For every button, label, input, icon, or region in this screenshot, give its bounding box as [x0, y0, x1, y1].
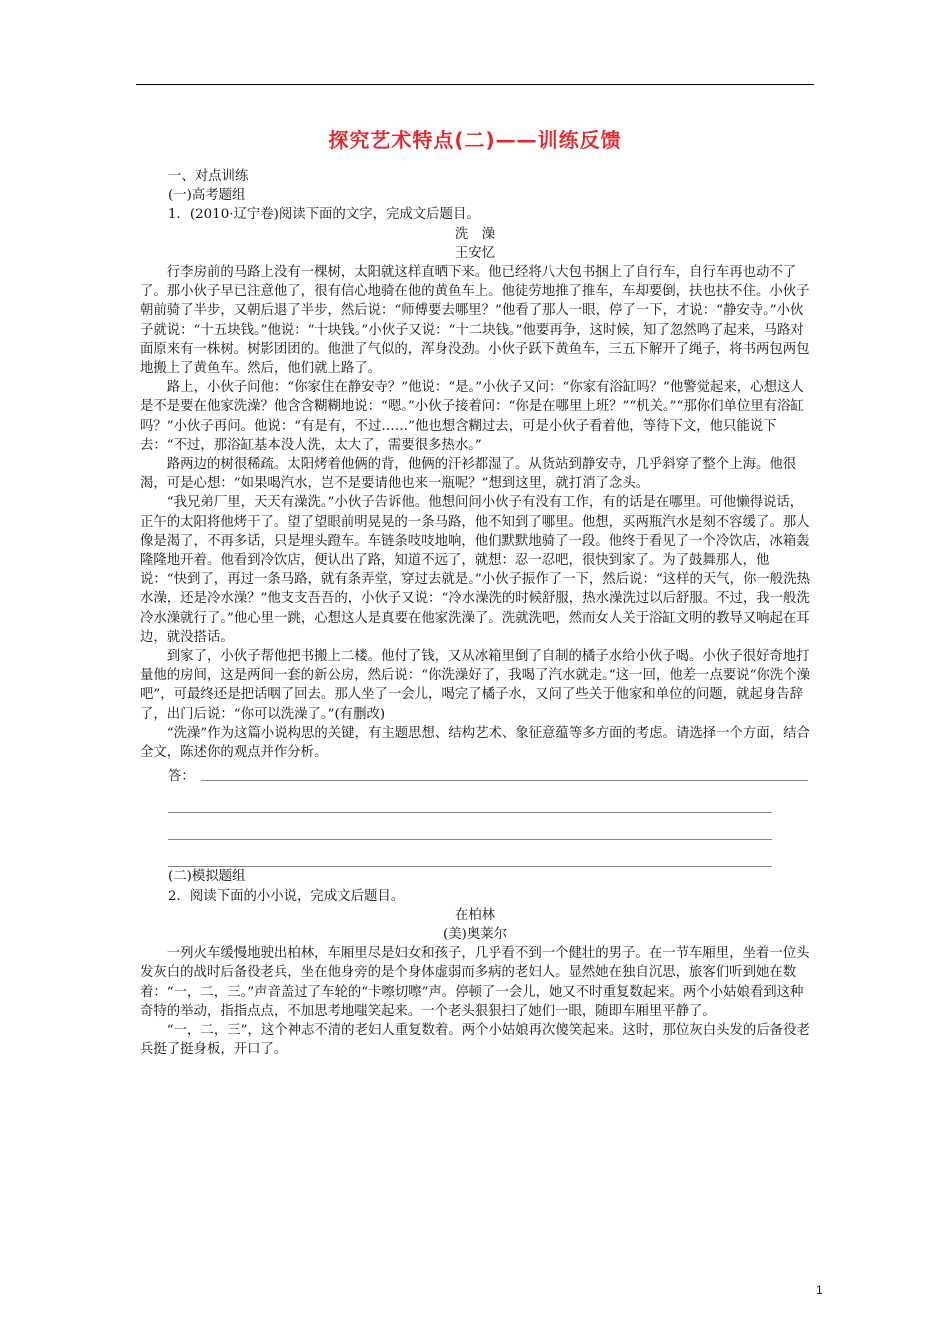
subsection-heading: (二)模拟题组 [168, 869, 246, 885]
paragraph: 行李房前的马路上没有一棵树，太阳就这样直晒下来。他已经将八大包书捆上了自行车，自行车再也动不了了。那小伙子早已注意他了，很有信心地骑在他的黄鱼车上。他徒劳地推了推车，车却要倒，扶也扶不住。小伙子朝前骑了半步，又朝后退了半步，然后说：“师傅要去哪里？”他看了那人一眼，停了一下，才说：“静安寺。”小伙子就说：“十五块钱。”他说：“十块钱。”小伙子又说：“十二块钱。”他要再争，这时候，知了忽然鸣了起来，马路对面原来有一株树。树影团团的。他泄了气似的，浑身没劲。小伙子跃下黄鱼车，三五下解开了绳子，将书两包两包地搬上了黄鱼车。然后，他们就上路了。 [140, 265, 810, 377]
header-rule [136, 84, 814, 85]
answer-line[interactable] [168, 813, 772, 840]
question-prompt: “洗澡”作为这篇小说构思的关键，有主题思想、结构艺术、象征意蕴等多方面的考虑。请选择一个方面，结合全文，陈述你的观点并作分析。 [140, 725, 810, 761]
answer-field[interactable] [168, 762, 810, 786]
story-title: 洗 澡 [454, 226, 496, 242]
subsection-heading: (一)高考题组 [168, 188, 246, 204]
answer-line[interactable] [201, 780, 808, 781]
answer-label: 答： [168, 769, 195, 785]
paragraph: “我兄弟厂里，天天有澡洗。”小伙子告诉他。他想问问小伙子有没有工作，有的话是在哪里。可他懒得说话，正午的太阳将他烤干了。望了望眼前明晃晃的一条马路，他不知到了哪里。他想，买两瓶汽水是刻不容缓了。那人像是渴了，不再多话，只是埋头蹬车。车链条吱吱地响，他们默默地骑了一段。他终于看见了一个冷饮店，冰箱轰隆隆地开着。他看到冷饮店，便认出了路，知道不远了，就想：忍一忍吧，很快到家了。为了鼓舞那人，他说：“快到了，再过一条马路，就有条弄堂，穿过去就是。”小伙子振作了一下，然后说：“这样的天气，你一般洗热水澡，还是冷水澡？”他支支吾吾的，小伙子又说：“冷水澡洗的时候舒服，热水澡洗过以后舒服。不过，我一般洗冷水澡就行了。”他心里一跳，心想这人是真要在他家洗澡了。洗就洗吧，然而女人关于浴缸文明的教导又响起在耳边，就没搭话。 [140, 495, 810, 645]
paragraph: “一，二，三”，这个神志不清的老妇人重复数着。两个小姑娘再次傻笑起来。这时，那位灰白头发的后备役老兵挺了挺身板，开口了。 [140, 1022, 810, 1058]
document-body [140, 167, 810, 1059]
story-title: 在柏林 [454, 907, 496, 923]
answer-line[interactable] [168, 786, 772, 813]
section-heading: 一、对点训练 [168, 169, 249, 184]
paragraph: 一列火车缓慢地驶出柏林，车厢里尽是妇女和孩子，几乎看不到一个健壮的男子。在一节车厢里，坐着一位头发灰白的战时后备役老兵，坐在他身旁的是个身体虚弱而多病的老妇人。显然她在独自沉思，旅客们听到她在数着：“一，二，三。”声音盖过了车轮的“卡嚓切嚓”声。停顿了一会儿，她又不时重复数起来。两个小姑娘看到这种奇特的举动，指指点点，不加思考地嗤笑起来。一个老头狠狠扫了她们一眼，随即车厢里平静了。 [140, 946, 810, 1019]
paragraph: 路两边的树很稀疏。太阳烤着他俩的背，他俩的汗衫都湿了。从货站到静安寺，几乎斜穿了整个上海。他很渴，可是心想：“如果喝汽水，岂不是要请他也来一瓶呢？”想到这里，就打消了念头。 [140, 457, 797, 492]
paragraph: 到家了，小伙子帮他把书搬上二楼。他付了钱，又从冰箱里倒了自制的橘子水给小伙子喝。小伙子很好奇地打量他的房间，这是两间一套的新公房，然后说：“你洗澡好了，我喝了汽水就走。”这一回，他差一点要说“你洗个澡吧”，可最终还是把话咽了回去。那人坐了一会儿，喝完了橘子水，又问了些关于他家和单位的问题，就起身告辞了，出门后说：“你可以洗澡了。”(有删改) [140, 649, 810, 722]
answer-line[interactable] [168, 840, 772, 867]
page-title: 探究艺术特点(二)——训练反馈 [328, 128, 622, 152]
page-number: 1 [816, 1283, 823, 1297]
story-author: 王安忆 [454, 245, 496, 261]
question-2: 2．阅读下面的小小说，完成文后题目。 [168, 888, 405, 904]
paragraph: 路上，小伙子问他：“你家住在静安寺？”他说：“是。”小伙子又问：“你家有浴缸吗？”他警觉起来，心想这人是不是要在他家洗澡？他含含糊糊地说：“嗯。”小伙子接着问：“你是在哪里上班？”“机关。”“那你们单位里有浴缸吗？”小伙子再问。他说：“有是有，不过……”他也想含糊过去，可是小伙子看着他，等待下文，他只能说下去：“不过，那浴缸基本没人洗，太大了，需要很多热水。” [140, 380, 804, 453]
story-author: (美)奥莱尔 [442, 926, 507, 942]
question-1: 1．(2010·辽宁卷)阅读下面的文字，完成文后题目。 [168, 207, 480, 223]
